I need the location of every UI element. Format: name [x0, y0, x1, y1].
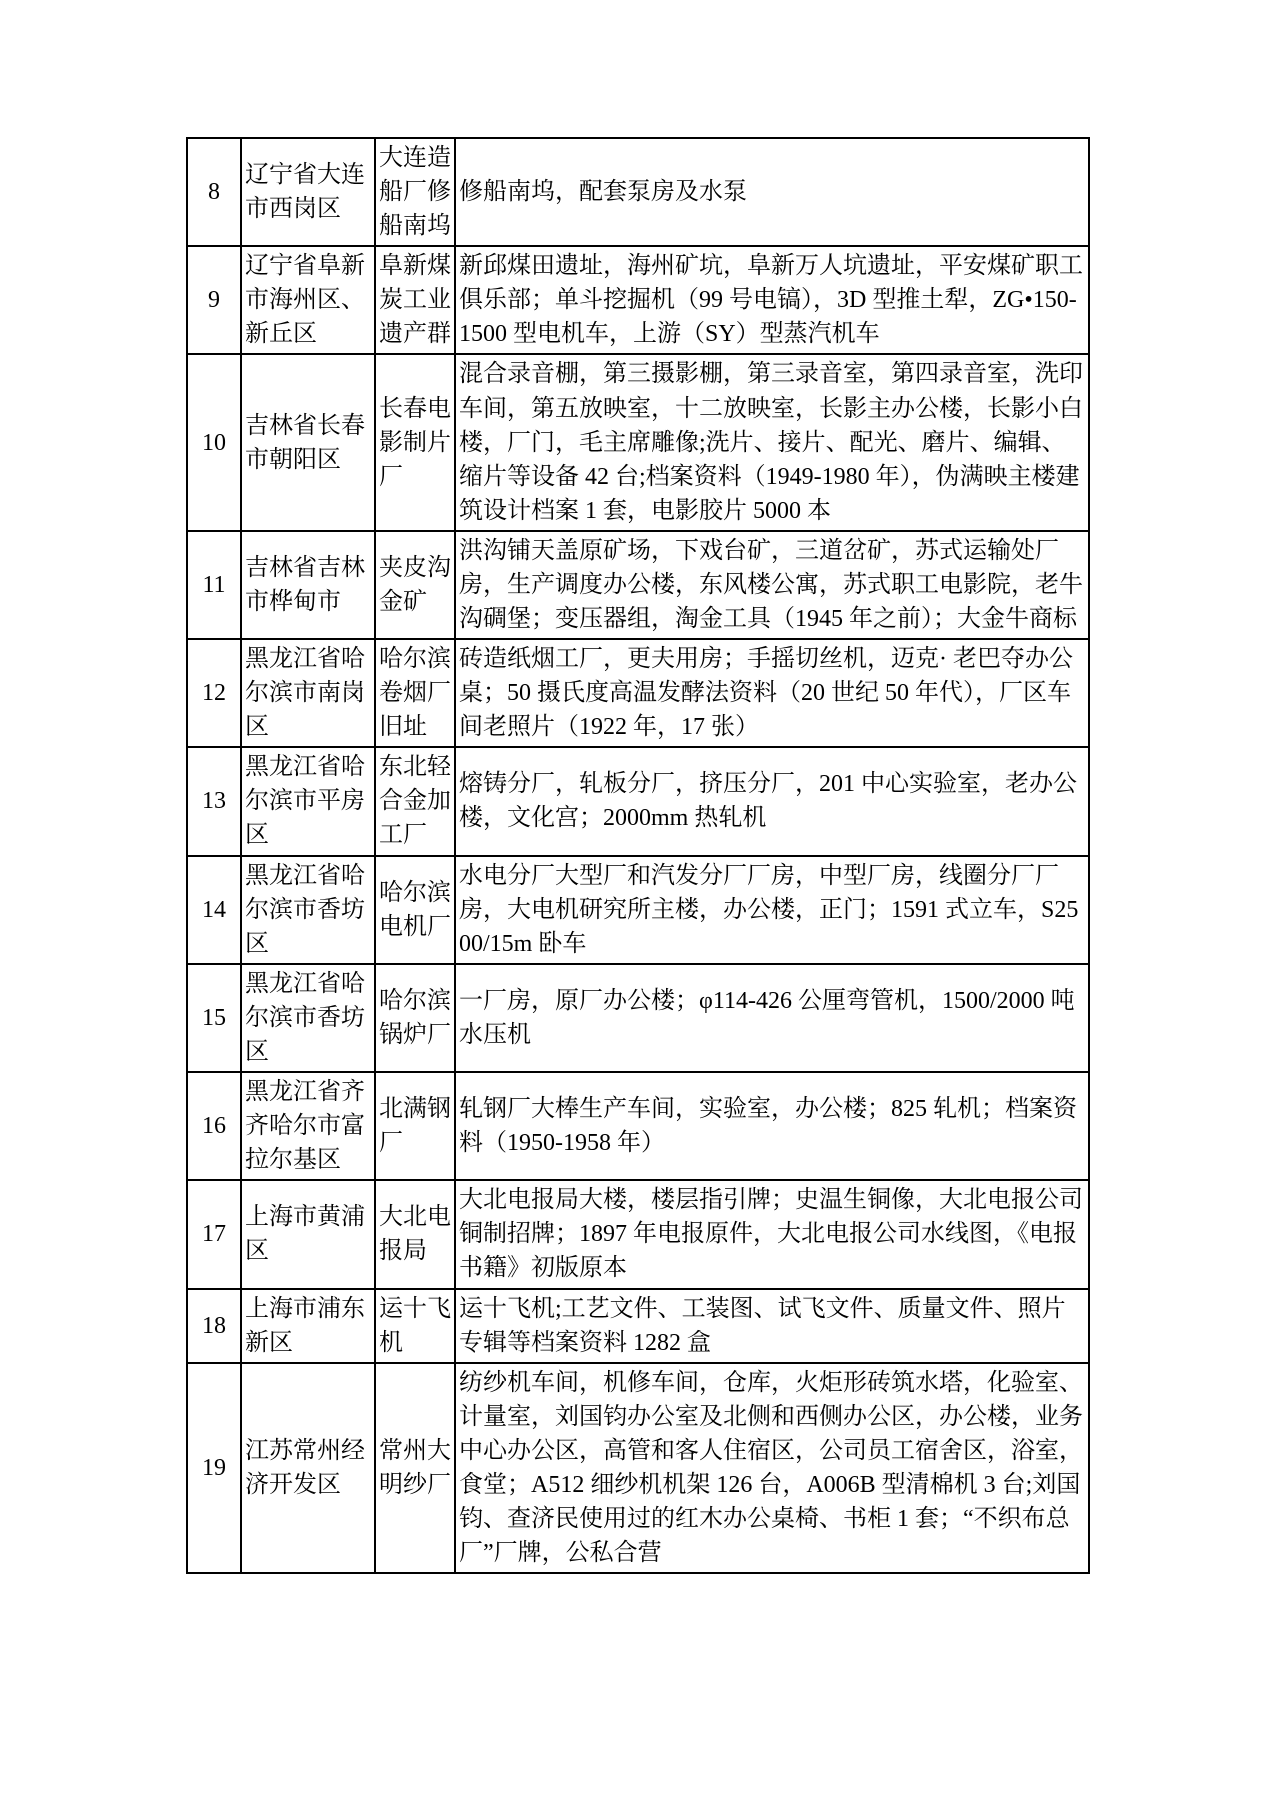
description-cell: 新邱煤田遗址，海州矿坑，阜新万人坑遗址，平安煤矿职工俱乐部；单斗挖掘机（99 号电镐），3D 型推土犁，ZG•150-1500 型电机车，上游（SY）型蒸汽机车: [455, 246, 1089, 354]
site-name-cell: 东北轻合金加工厂: [375, 747, 455, 855]
table-row: [187, 1180, 1089, 1288]
description-cell: 水电分厂大型厂和汽发分厂厂房，中型厂房，线圈分厂厂房，大电机研究所主楼，办公楼，正门；1591 式立车，S2500/15m 卧车: [455, 856, 1089, 964]
table-row: [187, 1289, 1089, 1363]
table-body: [187, 138, 1089, 1573]
description-cell: 混合录音棚，第三摄影棚，第三录音室，第四录音室，洗印车间，第五放映室，十二放映室，长影主办公楼，长影小白楼，厂门，毛主席雕像;洗片、接片、配光、磨片、编辑、缩片等设备 42 台;档案资料（1949-1980 年），伪满映主楼建筑设计档案 1 套，电影胶片 5000 本: [455, 354, 1089, 530]
row-number-cell: 15: [187, 964, 241, 1072]
site-name-cell: 长春电影制片厂: [375, 354, 455, 530]
site-name-cell: 运十飞机: [375, 1289, 455, 1363]
row-number-cell: 11: [187, 531, 241, 639]
site-name-cell: 常州大明纱厂: [375, 1363, 455, 1573]
table-row: [187, 1072, 1089, 1180]
site-name-cell: 北满钢厂: [375, 1072, 455, 1180]
location-cell: 辽宁省阜新市海州区、新丘区: [241, 246, 375, 354]
row-number-cell: 8: [187, 138, 241, 246]
site-name-cell: 阜新煤炭工业遗产群: [375, 246, 455, 354]
description-cell: 修船南坞，配套泵房及水泵: [455, 138, 1089, 246]
table-row: [187, 1363, 1089, 1573]
row-number-cell: 10: [187, 354, 241, 530]
description-cell: 砖造纸烟工厂，更夫用房；手摇切丝机，迈克· 老巴夺办公桌；50 摄氏度高温发酵法资料（20 世纪 50 年代），厂区车间老照片（1922 年，17 张）: [455, 639, 1089, 747]
location-cell: 吉林省长春市朝阳区: [241, 354, 375, 530]
table-row: [187, 246, 1089, 354]
location-cell: 黑龙江省哈尔滨市香坊区: [241, 856, 375, 964]
location-cell: 吉林省吉林市桦甸市: [241, 531, 375, 639]
location-cell: 黑龙江省哈尔滨市平房区: [241, 747, 375, 855]
location-cell: 辽宁省大连市西岗区: [241, 138, 375, 246]
location-cell: 黑龙江省哈尔滨市南岗区: [241, 639, 375, 747]
location-cell: 上海市浦东新区: [241, 1289, 375, 1363]
table-row: [187, 964, 1089, 1072]
row-number-cell: 12: [187, 639, 241, 747]
location-cell: 黑龙江省哈尔滨市香坊区: [241, 964, 375, 1072]
site-name-cell: 夹皮沟金矿: [375, 531, 455, 639]
table-row: [187, 747, 1089, 855]
table-row: [187, 531, 1089, 639]
description-cell: 洪沟铺天盖原矿场，下戏台矿，三道岔矿，苏式运输处厂房，生产调度办公楼，东风楼公寓，苏式职工电影院，老牛沟碉堡；变压器组，淘金工具（1945 年之前）；大金牛商标: [455, 531, 1089, 639]
site-name-cell: 大北电报局: [375, 1180, 455, 1288]
site-name-cell: 大连造船厂修船南坞: [375, 138, 455, 246]
table-row: [187, 639, 1089, 747]
table-row: [187, 138, 1089, 246]
description-cell: 纺纱机车间，机修车间，仓库，火炬形砖筑水塔，化验室、计量室，刘国钧办公室及北侧和西侧办公区，办公楼，业务中心办公区，高管和客人住宿区，公司员工宿舍区，浴室，食堂；A512 细纱机机架 126 台，A006B 型清棉机 3 台;刘国钧、查济民使用过的红木办公桌椅、书柜 1 套；“不织布总厂”厂牌，公私合营: [455, 1363, 1089, 1573]
site-name-cell: 哈尔滨卷烟厂旧址: [375, 639, 455, 747]
location-cell: 黑龙江省齐齐哈尔市富拉尔基区: [241, 1072, 375, 1180]
description-cell: 熔铸分厂，轧板分厂，挤压分厂，201 中心实验室，老办公楼，文化宫；2000mm 热轧机: [455, 747, 1089, 855]
table-row: [187, 354, 1089, 530]
row-number-cell: 13: [187, 747, 241, 855]
site-name-cell: 哈尔滨锅炉厂: [375, 964, 455, 1072]
row-number-cell: 19: [187, 1363, 241, 1573]
description-cell: 轧钢厂大棒生产车间，实验室，办公楼；825 轧机；档案资料（1950-1958 年）: [455, 1072, 1089, 1180]
table-row: [187, 856, 1089, 964]
location-cell: 上海市黄浦区: [241, 1180, 375, 1288]
description-cell: 一厂房，原厂办公楼；φ114-426 公厘弯管机，1500/2000 吨水压机: [455, 964, 1089, 1072]
row-number-cell: 18: [187, 1289, 241, 1363]
description-cell: 运十飞机;工艺文件、工装图、试飞文件、质量文件、照片专辑等档案资料 1282 盒: [455, 1289, 1089, 1363]
heritage-sites-table: [186, 137, 1090, 1574]
row-number-cell: 9: [187, 246, 241, 354]
description-cell: 大北电报局大楼，楼层指引牌；史温生铜像，大北电报公司铜制招牌；1897 年电报原件，大北电报公司水线图，《电报书籍》初版原本: [455, 1180, 1089, 1288]
site-name-cell: 哈尔滨电机厂: [375, 856, 455, 964]
row-number-cell: 16: [187, 1072, 241, 1180]
row-number-cell: 17: [187, 1180, 241, 1288]
row-number-cell: 14: [187, 856, 241, 964]
location-cell: 江苏常州经济开发区: [241, 1363, 375, 1573]
